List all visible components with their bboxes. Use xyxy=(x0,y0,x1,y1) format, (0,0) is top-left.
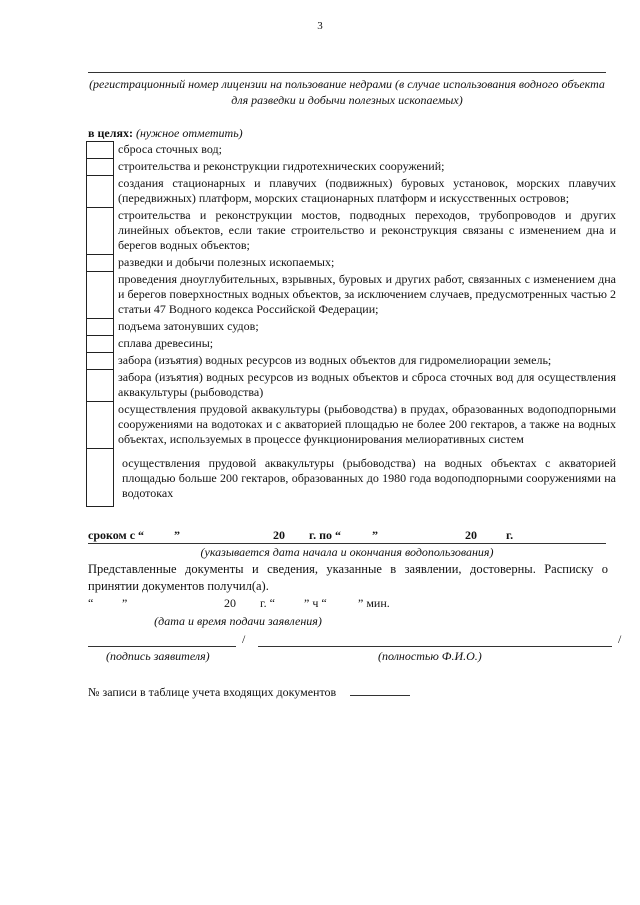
purpose-checkbox[interactable] xyxy=(86,141,114,158)
purpose-row xyxy=(86,254,616,271)
license-caption: (регистрационный номер лицензии на пользование недрами (в случае использования водного объекта для разведки и добычи полезных ископаемых) xyxy=(89,77,605,107)
submission-close-quote: ” xyxy=(122,596,128,610)
purpose-row xyxy=(86,448,616,507)
purpose-checkbox[interactable] xyxy=(86,158,114,175)
full-name-caption: (полностью Ф.И.О.) xyxy=(378,649,482,663)
submission-hour-suffix: ” ч “ xyxy=(304,596,327,610)
purpose-checkbox[interactable] xyxy=(86,448,114,507)
purpose-text: осуществления прудовой аквакультуры (рыбоводства) в прудах, образованных водоподпорными сооружениями на водотоках и с акваторией площадью не более 200 гектаров, а также на водных объектах, используемых в процессе функционирования мелиоративных систем xyxy=(118,402,616,446)
purpose-text: строительства и реконструкции мостов, подводных переходов, трубопроводов и других линейных объектов, если такие строительство и реконструкция связаны с изменением дна и берегов водных объектов; xyxy=(118,208,616,252)
purposes-heading xyxy=(88,126,243,141)
purpose-checkbox[interactable] xyxy=(86,318,114,335)
submission-year-prefix: 20 xyxy=(224,596,236,610)
record-row xyxy=(88,684,410,700)
purpose-text: забора (изъятия) водных ресурсов из водных объектов для гидромелиорации земель; xyxy=(118,353,552,367)
full-name-field[interactable] xyxy=(258,646,612,647)
signature-end-slash: / xyxy=(618,632,622,646)
license-number-line xyxy=(88,72,606,73)
signature-slash: / xyxy=(242,632,246,646)
term-year-suffix-2: г. xyxy=(506,528,514,542)
purposes-label: в целях: xyxy=(88,126,133,140)
purpose-text: сброса сточных вод; xyxy=(118,142,222,156)
purposes-list xyxy=(86,141,616,507)
purpose-text: осуществления прудовой аквакультуры (рыбоводства) на водных объектах с акваторией площадью больше 200 гектаров, образованных до 1980 года водоподпорными сооружениями на водотоках xyxy=(122,456,616,500)
purpose-checkbox[interactable] xyxy=(86,271,114,318)
term-year-prefix-1: 20 xyxy=(273,528,285,542)
purpose-text: забора (изъятия) водных ресурсов из водных объектов и сброса сточных вод для осуществления аквакультуры (рыбоводства) xyxy=(118,370,616,399)
submission-year-suffix: г. “ xyxy=(260,596,275,610)
submission-open-quote: “ xyxy=(88,596,94,610)
statement: Представленные документы и сведения, указанные в заявлении, достоверны. Расписку о принятии документов получил(а). xyxy=(88,562,608,593)
purpose-row xyxy=(86,318,616,335)
record-number-field[interactable] xyxy=(350,684,410,696)
purpose-checkbox[interactable] xyxy=(86,207,114,254)
signature-field[interactable] xyxy=(88,646,236,647)
submission-min-suffix: ” мин. xyxy=(358,596,390,610)
term-quote-close-1: ” xyxy=(174,528,180,542)
term-quote-close-2: ” xyxy=(372,528,378,542)
page-number: 3 xyxy=(317,20,323,32)
purpose-checkbox[interactable] xyxy=(86,175,114,207)
purpose-checkbox[interactable] xyxy=(86,369,114,401)
purpose-checkbox[interactable] xyxy=(86,254,114,271)
purpose-text: создания стационарных и плавучих (подвижных) буровых установок, морских плавучих (передвижных) платформ, морских стационарных платформ и искусственных островов; xyxy=(118,176,616,205)
purpose-row xyxy=(86,352,616,369)
record-label: № записи в таблице учета входящих документов xyxy=(88,685,337,699)
purpose-checkbox[interactable] xyxy=(86,352,114,369)
purpose-row xyxy=(86,369,616,401)
purpose-text: подъема затонувших судов; xyxy=(118,319,259,333)
term-from-label: сроком с “ xyxy=(88,528,145,542)
submission-caption: (дата и время подачи заявления) xyxy=(154,614,322,628)
signature-caption: (подпись заявителя) xyxy=(106,649,210,663)
purpose-text: сплава древесины; xyxy=(118,336,214,350)
term-year-prefix-2: 20 xyxy=(465,528,477,542)
purpose-row xyxy=(86,271,616,318)
purpose-checkbox[interactable] xyxy=(86,401,114,448)
purpose-row xyxy=(86,335,616,352)
term-year-suffix-1: г. по “ xyxy=(309,528,342,542)
term-line xyxy=(88,543,606,544)
purpose-row xyxy=(86,401,616,448)
purpose-text: проведения дноуглубительных, взрывных, буровых и других работ, связанных с изменением дна и берегов поверхностных водных объектов, за исключением случаев, предусмотренных частью 2 статьи 47 Водного кодекса Российской Федерации; xyxy=(118,272,616,316)
purpose-row xyxy=(86,207,616,254)
purpose-text: строительства и реконструкции гидротехнических сооружений; xyxy=(118,159,445,173)
purposes-note: (нужное отметить) xyxy=(135,126,243,140)
term-caption: (указывается дата начала и окончания водопользования) xyxy=(200,545,494,559)
purpose-text: разведки и добычи полезных ископаемых; xyxy=(118,255,335,269)
purpose-checkbox[interactable] xyxy=(86,335,114,352)
purpose-row xyxy=(86,141,616,158)
purpose-row xyxy=(86,158,616,175)
purpose-row xyxy=(86,175,616,207)
